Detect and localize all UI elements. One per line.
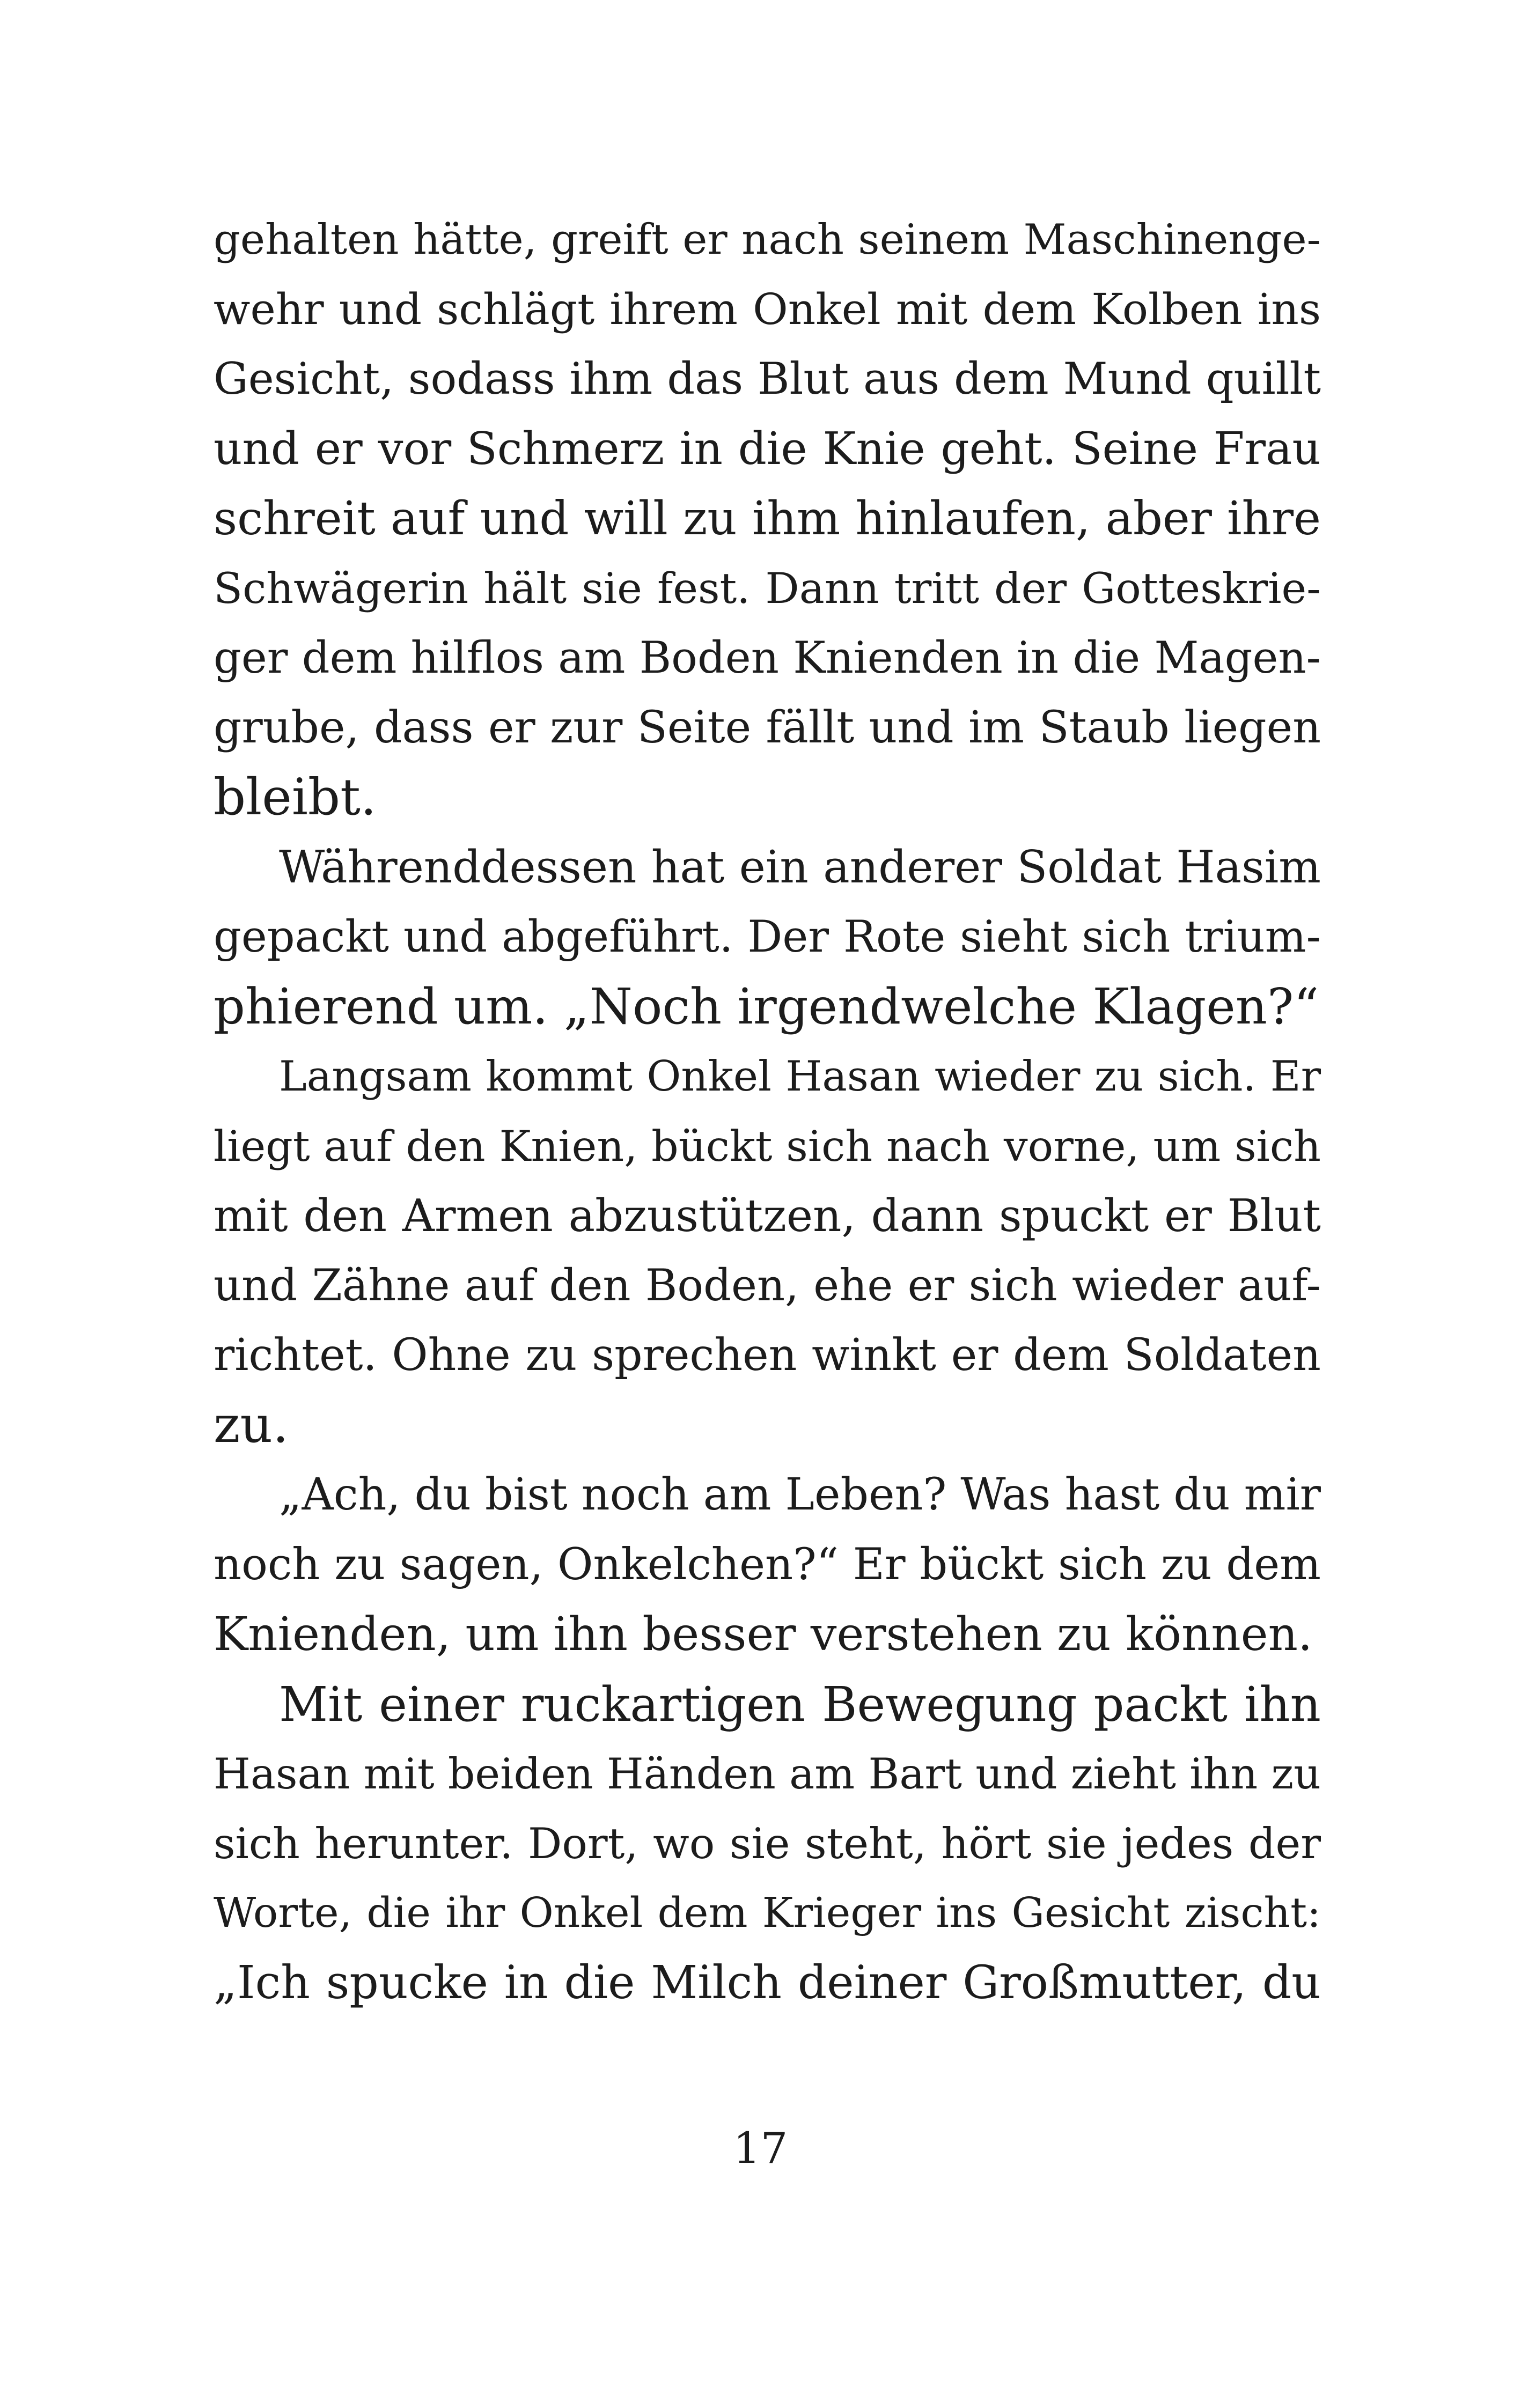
text-line: „Ich spucke in die Milch deiner Großmutter, du [214,1956,1321,2009]
text-line: Hasan mit beiden Händen am Bart und zieht ihn zu [214,1749,1321,1799]
text-line: und Zähne auf den Boden, ehe er sich wieder auf- [214,1261,1321,1311]
text-line: bleibt. [214,768,377,827]
text-line: „Ach, du bist noch am Leben? Was hast du mir [279,1469,1321,1520]
text-line: schreit auf und will zu ihm hinlaufen, aber ihre [214,492,1321,546]
text-line: sich herunter. Dort, wo sie steht, hört sie jedes der [214,1819,1321,1868]
text-line: mit den Armen abzustützen, dann spuckt er Blut [214,1190,1321,1242]
text-line: Währenddessen hat ein anderer Soldat Hasim [279,841,1321,893]
text-line: Gesicht, sodass ihm das Blut aus dem Mund quillt [214,354,1321,404]
text-line: gepackt und abgeführt. Der Rote sieht sich trium- [214,912,1321,962]
text-line: gehalten hätte, greift er nach seinem Maschinenge- [214,216,1321,264]
text-line: liegt auf den Knien, bückt sich nach vorne, um sich [214,1122,1321,1171]
text-line: Knienden, um ihn besser verstehen zu können. [214,1608,1313,1661]
text-line: Schwägerin hält sie fest. Dann tritt der Gotteskrie- [214,564,1321,613]
text-line: und er vor Schmerz in die Knie geht. Seine Frau [214,423,1321,475]
text-line: wehr und schlägt ihrem Onkel mit dem Kolben ins [214,284,1321,334]
text-line: richtet. Ohne zu sprechen winkt er dem Soldaten [214,1330,1321,1381]
page-number: 17 [733,2123,788,2173]
text-line: ger dem hilflos am Boden Knienden in die Magen- [214,633,1321,683]
text-line: Mit einer ruckartigen Bewegung packt ihn [279,1676,1321,1732]
text-line: Worte, die ihr Onkel dem Krieger ins Gesicht zischt: [214,1889,1321,1937]
text-line: phierend um. „Noch irgendwelche Klagen?“ [214,978,1319,1035]
text-line: grube, dass er zur Seite fällt und im Staub liegen [214,702,1321,753]
text-line: zu. [214,1396,289,1454]
text-line: Langsam kommt Onkel Hasan wieder zu sich. Er [279,1052,1321,1101]
text-line: noch zu sagen, Onkelchen?“ Er bückt sich zu dem [214,1540,1321,1590]
